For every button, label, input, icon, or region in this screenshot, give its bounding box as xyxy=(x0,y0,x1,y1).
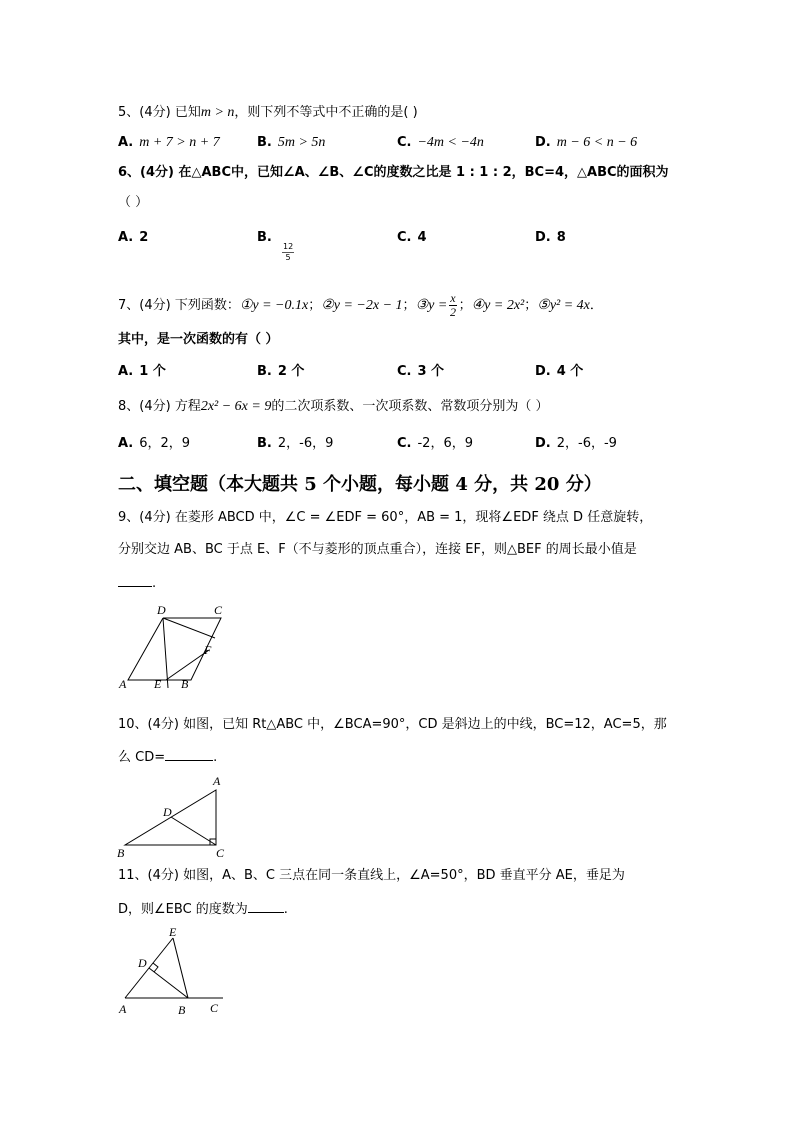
label-d: D xyxy=(163,805,172,819)
right-angle-mark xyxy=(153,963,158,972)
q9-rhombus-figure xyxy=(115,600,235,692)
question-10-line1: 10、(4分) 如图，已知 Rt△ABC 中，∠BCA=90°，CD 是斜边上的中线，BC=12，AC=5，那 xyxy=(118,717,667,732)
median-cd xyxy=(171,817,216,845)
line-bd xyxy=(149,968,188,998)
question-9-line2: 分别交边 AB、BC 于点 E、F（不与菱形的顶点重合），连接 EF，则△BEF 的周长最小值是 xyxy=(118,542,637,557)
q6-option-b: B. xyxy=(257,230,272,245)
label-a: A xyxy=(119,677,127,691)
label-b: B xyxy=(178,1003,186,1017)
label-b: B xyxy=(181,677,189,691)
label-a: A xyxy=(213,774,221,788)
q7-option-a: A. 1 个 xyxy=(118,364,166,379)
q7-option-d: D. 4 个 xyxy=(535,364,584,379)
q7-option-c: C. 3 个 xyxy=(397,364,445,379)
label-f: F xyxy=(204,643,212,657)
q8-option-a: A. 6，2，9 xyxy=(118,436,191,451)
question-6-line1: 6、(4分) 在△ABC中，已知∠A、∠B、∠C的度数之比是 1 : 1 : 2，BC=4，△ABC的面积为 xyxy=(118,165,669,180)
label-d: D xyxy=(157,603,166,617)
q8-option-d: D. 2，-6，-9 xyxy=(535,436,617,451)
q7-fraction: $\frac{x}{2}$ xyxy=(449,291,456,319)
q5-text-before: 5、(4分) 已知 xyxy=(118,105,201,120)
q5-option-d: D. m − 6 < n − 6 xyxy=(535,135,638,150)
question-7-line2: 其中，是一次函数的有（ ） xyxy=(118,332,279,347)
q7-option-b: B. 2 个 xyxy=(257,364,305,379)
line-de xyxy=(163,618,168,688)
q8-option-c: C. -2，6，9 xyxy=(397,436,473,451)
label-e: E xyxy=(169,925,177,939)
section-2-title: 二、填空题（本大题共 5 个小题，每小题 4 分，共 20 分） xyxy=(118,474,602,495)
question-7-line1: 7、(4分) 下列函数： ①y = −0.1x ； ②y = −2x − 1 ； ③y = $\frac{x}{2}$ ； ④y = 2x² ； ⑤y² = 4x ． xyxy=(118,291,603,319)
q5-math: m > n xyxy=(200,105,235,120)
label-c: C xyxy=(214,603,223,617)
q6-option-a: A. 2 xyxy=(118,230,149,245)
q11-figure xyxy=(115,925,235,1020)
q5-option-c: C. −4m < −4n xyxy=(397,135,484,150)
label-c: C xyxy=(216,846,225,860)
question-9-line1: 9、(4分) 在菱形 ABCD 中，∠C = ∠EDF = 60°，AB = 1，现将∠EDF 绕点 D 任意旋转， xyxy=(118,510,653,525)
label-e: E xyxy=(154,677,162,691)
label-d: D xyxy=(138,956,147,970)
q5-text-after: ，则下列不等式中不正确的是( ) xyxy=(234,105,418,120)
label-a: A xyxy=(119,1002,127,1016)
q9-answer-blank[interactable] xyxy=(118,572,152,587)
q11-answer-blank[interactable] xyxy=(248,898,284,913)
q8-option-b: B. 2，-6，9 xyxy=(257,436,334,451)
question-11-line1: 11、(4分) 如图，A、B、C 三点在同一条直线上，∠A=50°，BD 垂直平分 AE，垂足为 xyxy=(118,868,625,883)
q6-option-c: C. 4 xyxy=(397,230,427,245)
q10-answer-blank[interactable] xyxy=(165,746,213,761)
q6-option-d: D. 8 xyxy=(535,230,566,245)
line-df xyxy=(163,618,215,638)
label-c: C xyxy=(210,1001,219,1015)
question-6-line2: （ ） xyxy=(118,195,149,210)
label-b: B xyxy=(117,846,125,860)
q5-option-a: A. m + 7 > n + 7 xyxy=(118,135,220,150)
question-8: 8、(4分) 方程2x² − 6x = 9的二次项系数、一次项系数、常数项分别为（ ） xyxy=(118,399,549,414)
question-10-line2: 么 CD= . xyxy=(118,746,217,768)
question-5 xyxy=(118,103,418,123)
q10-triangle-figure xyxy=(115,775,235,861)
line-eb xyxy=(173,938,188,998)
line-ef xyxy=(166,650,209,680)
q5-option-b: B. 5m > 5n xyxy=(257,135,326,150)
question-11-line2: D，则∠EBC 的度数为 . xyxy=(118,898,288,920)
question-9-line3: . xyxy=(118,572,156,594)
q6-option-b-fraction: 12 5 xyxy=(283,242,294,262)
